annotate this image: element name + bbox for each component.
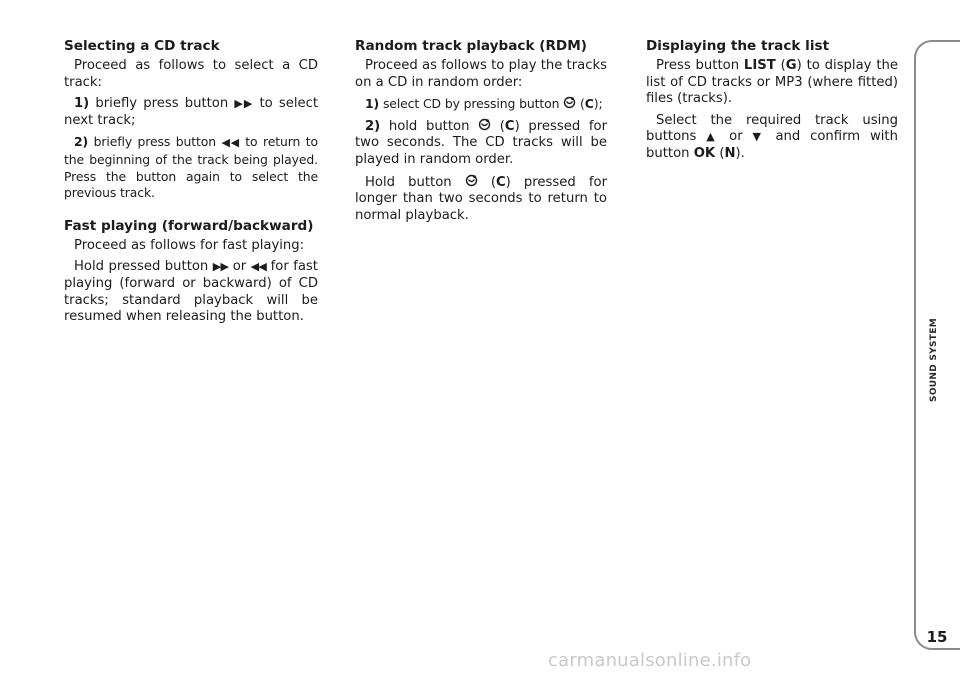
para-random-intro: Proceed as follows to play the tracks on a CD in random order: bbox=[355, 58, 607, 90]
para-select-buttons: Select the required track using buttons ▲ or ▼ and confirm with button OK (N). bbox=[646, 112, 898, 161]
column-2 bbox=[355, 38, 607, 229]
ok-button-label: OK bbox=[693, 145, 716, 161]
heading-random-playback: Random track playback (RDM) bbox=[355, 38, 587, 54]
para-fast-intro: Proceed as follows for fast playing: bbox=[74, 237, 305, 253]
step-number: 1) bbox=[74, 96, 90, 112]
key-letter: C bbox=[495, 174, 506, 190]
random-icon bbox=[478, 118, 491, 131]
down-arrow-icon: ▼ bbox=[752, 130, 766, 144]
para-select-step2: 2) briefly press button ◀◀ to return to the beginning of the track being played. Press the button again to select the previous track. bbox=[64, 134, 319, 201]
rewind-icon: ◀◀ bbox=[221, 136, 240, 150]
random-icon bbox=[563, 96, 576, 109]
rewind-icon: ◀◀ bbox=[250, 260, 267, 274]
key-letter: G bbox=[785, 58, 797, 73]
para-select-step1: 1) briefly press button ▶▶ to select next track; bbox=[64, 96, 319, 128]
up-arrow-icon: ▲ bbox=[706, 130, 720, 144]
heading-fast-playing: Fast playing (forward/backward) bbox=[64, 217, 314, 234]
para-list-body: Press button LIST (G) to display the list of CD tracks or MP3 (where fitted) files (tracks). bbox=[646, 58, 898, 107]
random-icon bbox=[465, 174, 478, 187]
page-number: 15 bbox=[926, 628, 948, 646]
column-3 bbox=[646, 38, 898, 168]
para-random-step2: 2) hold button (C) pressed for two seconds. The CD tracks will be played in random order. bbox=[355, 118, 607, 167]
key-letter: C bbox=[504, 118, 515, 134]
para-random-hold: Hold button (C) pressed for longer than two seconds to return to normal playback. bbox=[355, 174, 607, 223]
key-letter: C bbox=[584, 96, 594, 112]
step-number: 2) bbox=[365, 118, 381, 134]
fast-forward-icon: ▶▶ bbox=[234, 97, 254, 111]
list-button-label: LIST bbox=[743, 58, 776, 73]
heading-select-track: Selecting a CD track bbox=[64, 38, 220, 54]
side-tab-label: SOUND SYSTEM bbox=[929, 318, 939, 402]
para-select-intro: Proceed as follows to select a CD track: bbox=[64, 58, 318, 90]
column-1 bbox=[64, 38, 318, 331]
watermark: carmanualsonline.info bbox=[548, 650, 752, 671]
step-number: 1) bbox=[365, 96, 380, 112]
key-letter: N bbox=[724, 145, 736, 161]
para-random-step1: 1) select CD by pressing button (C); bbox=[365, 96, 603, 112]
heading-track-list: Displaying the track list bbox=[646, 38, 830, 54]
fast-forward-icon: ▶▶ bbox=[212, 260, 229, 274]
para-fast-body: Hold pressed button ▶▶ or ◀◀ for fast playing (forward or backward) of CD tracks; standard playback will be resumed when releasing the button. bbox=[64, 259, 318, 325]
step-number: 2) bbox=[74, 134, 89, 150]
